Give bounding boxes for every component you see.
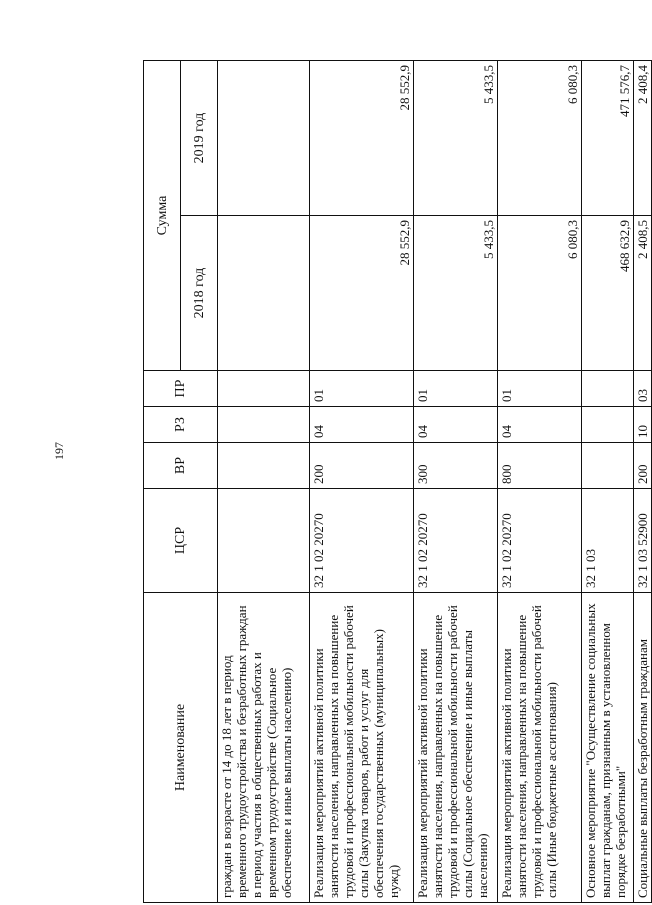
- header-rz: РЗ: [144, 407, 218, 443]
- row-sum-2018: 5 433,5: [414, 216, 498, 371]
- header-year-2018: 2018 год: [181, 216, 218, 371]
- row-pr: 03: [634, 371, 652, 407]
- row-sum-2019: 471 576,7: [582, 61, 634, 216]
- row-rz: 04: [310, 407, 414, 443]
- row-csr: [218, 489, 310, 593]
- row-sum-2018: 28 552,9: [310, 216, 414, 371]
- row-sum-2018: [218, 216, 310, 371]
- page-number: 197: [52, 442, 66, 460]
- budget-table: [143, 60, 652, 903]
- table-row: [310, 61, 414, 903]
- table-row: [414, 61, 498, 903]
- row-csr: 32 1 03: [582, 489, 634, 593]
- row-sum-2018: 2 408,5: [634, 216, 652, 371]
- header-year-2019: 2019 год: [181, 61, 218, 216]
- row-name: Реализация мероприятий активной политики занятости населения, направленных на повышение трудовой и профессиональной мобильности рабочей силы (Социальное обеспечение и иные выплаты населению): [414, 593, 498, 903]
- header-vr: ВР: [144, 443, 218, 489]
- row-rz: [218, 407, 310, 443]
- row-csr: 32 1 03 52900: [634, 489, 652, 593]
- row-vr: 800: [498, 443, 582, 489]
- table-row: [498, 61, 582, 903]
- row-name: Основное мероприятие "Осуществление социальных выплат гражданам, признанным в установленном порядке безработными": [582, 593, 634, 903]
- row-csr: 32 1 02 20270: [414, 489, 498, 593]
- row-rz: 10: [634, 407, 652, 443]
- table-row: [634, 61, 652, 903]
- row-sum-2019: 2 408,4: [634, 61, 652, 216]
- row-rz: [582, 407, 634, 443]
- row-sum-2019: 5 433,5: [414, 61, 498, 216]
- row-vr: 200: [634, 443, 652, 489]
- row-sum-2018: 6 080,3: [498, 216, 582, 371]
- row-csr: 32 1 02 20270: [310, 489, 414, 593]
- header-row-1: [144, 61, 181, 903]
- row-name: Реализация мероприятий активной политики занятости населения, направленных на повышение трудовой и профессиональной мобильности рабочей силы (Закупка товаров, работ и услуг для обеспечения государственных (муниципальных) нужд): [310, 593, 414, 903]
- row-rz: 04: [414, 407, 498, 443]
- row-sum-2019: [218, 61, 310, 216]
- header-sum: Сумма: [144, 61, 181, 371]
- row-vr: 300: [414, 443, 498, 489]
- header-name: Наименование: [144, 593, 218, 903]
- row-pr: 01: [414, 371, 498, 407]
- row-sum-2019: 28 552,9: [310, 61, 414, 216]
- row-name: Реализация мероприятий активной политики занятости населения, направленных на повышение трудовой и профессиональной мобильности рабочей силы (Иные бюджетные ассигнования): [498, 593, 582, 903]
- header-csr: ЦСР: [144, 489, 218, 593]
- row-vr: [582, 443, 634, 489]
- row-sum-2018: 468 632,9: [582, 216, 634, 371]
- row-vr: [218, 443, 310, 489]
- row-name: Социальные выплаты безработным гражданам: [634, 593, 652, 903]
- row-pr: [218, 371, 310, 407]
- row-pr: [582, 371, 634, 407]
- table-row: [582, 61, 634, 903]
- row-vr: 200: [310, 443, 414, 489]
- row-rz: 04: [498, 407, 582, 443]
- row-pr: 01: [498, 371, 582, 407]
- row-pr: 01: [310, 371, 414, 407]
- table-row: [218, 61, 310, 903]
- row-name: граждан в возрасте от 14 до 18 лет в период временного трудоустройства и безработных граждан в период участия в общественных работах и временном трудоустройстве (Социальное обеспечение и иные выплаты населению): [218, 593, 310, 903]
- header-pr: ПР: [144, 371, 218, 407]
- row-sum-2019: 6 080,3: [498, 61, 582, 216]
- rotated-table-container: [143, 61, 650, 903]
- row-csr: 32 1 02 20270: [498, 489, 582, 593]
